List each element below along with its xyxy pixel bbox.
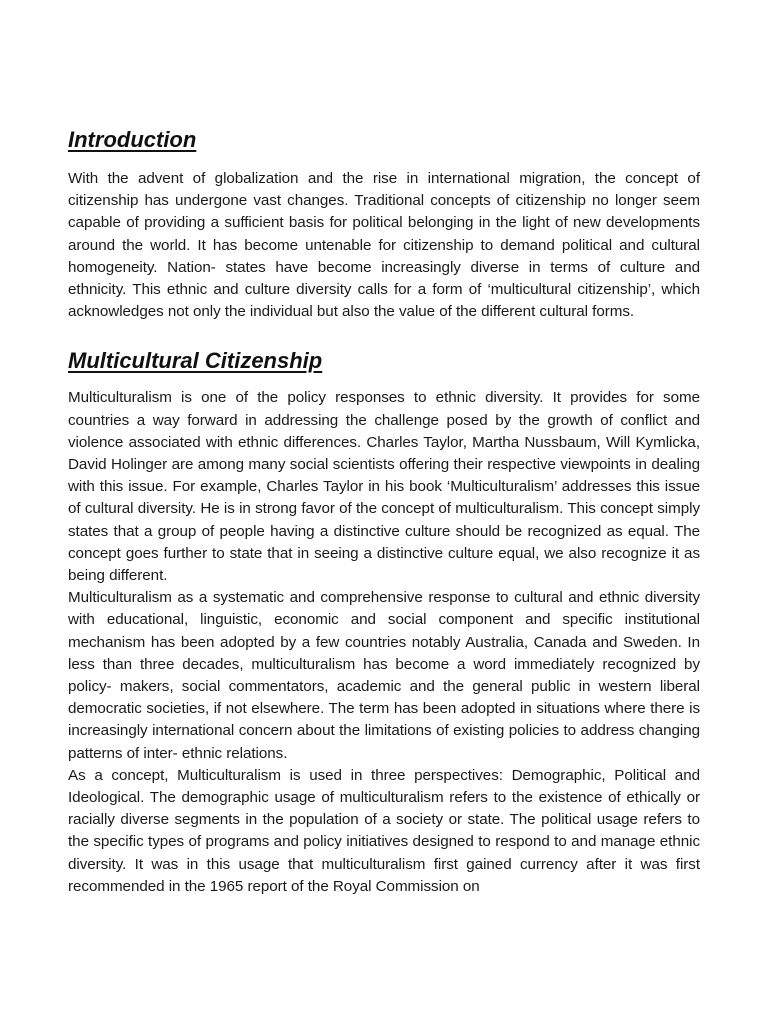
paragraph-multiculturalism-policy: Multiculturalism is one of the policy responses to ethnic diversity. It provides for some countries a way forward in addressing the challenge posed by the growth of conflict and violence associated with ethnic differences. Charles Taylor, Martha Nussbaum, Will Kymlicka, David Holinger are among many social scientists offering their respective viewpoints in dealing with this issue. For example, Charles Taylor in his book ‘Multiculturalism’ addresses this issue of cultural diversity. He is in strong favor of the concept of multiculturalism. This concept simply states that a group of people having a distinctive culture should be recognized as equal. The concept goes further to state that in seeing a distinctive culture equal, we also recognize it as being different. xyxy=(68,389,700,585)
paragraph-multiculturalism-perspectives: As a concept, Multiculturalism is used in three perspectives: Demographic, Political and Ideological. The demographic usage of multiculturalism refers to the existence of ethically or racially diverse segments in the population of a society or state. The political usage refers to the specific types of programs and policy initiatives designed to respond to and manage ethnic diversity. It was in this usage that multiculturalism first gained currency after it was first recommended in the 1965 report of the Royal Commission on xyxy=(68,766,700,895)
section-heading-multicultural-citizenship: Multicultural Citizenship xyxy=(68,348,323,374)
section-heading-introduction: Introduction xyxy=(68,127,197,152)
document-page xyxy=(68,124,700,898)
paragraph-multiculturalism-adoption: Multiculturalism as a systematic and comprehensive response to cultural and ethnic diversity with educational, linguistic, economic and social component and specific institutional mechanism has been adopted by a few countries notably Australia, Canada and Sweden. In less than three decades, multiculturalism has become a word immediately recognized by policy- makers, social commentators, academic and the general public in western liberal democratic societies, if not elsewhere. The term has been adopted in situations where there is increasingly international concern about the limitations of existing policies to address changing patterns of inter- ethnic relations. xyxy=(68,589,700,762)
paragraph-introduction: With the advent of globalization and the rise in international migration, the concept of citizenship has undergone vast changes. Traditional concepts of citizenship no longer seem capable of providing a sufficient basis for political belonging in the light of new developments around the world. It has become untenable for citizenship to demand political and cultural homogeneity. Nation- states have become increasingly diverse in terms of culture and ethnicity. This ethnic and culture diversity calls for a form of ‘multicultural citizenship’, which acknowledges not only the individual but also the value of the different cultural forms. xyxy=(68,170,700,321)
